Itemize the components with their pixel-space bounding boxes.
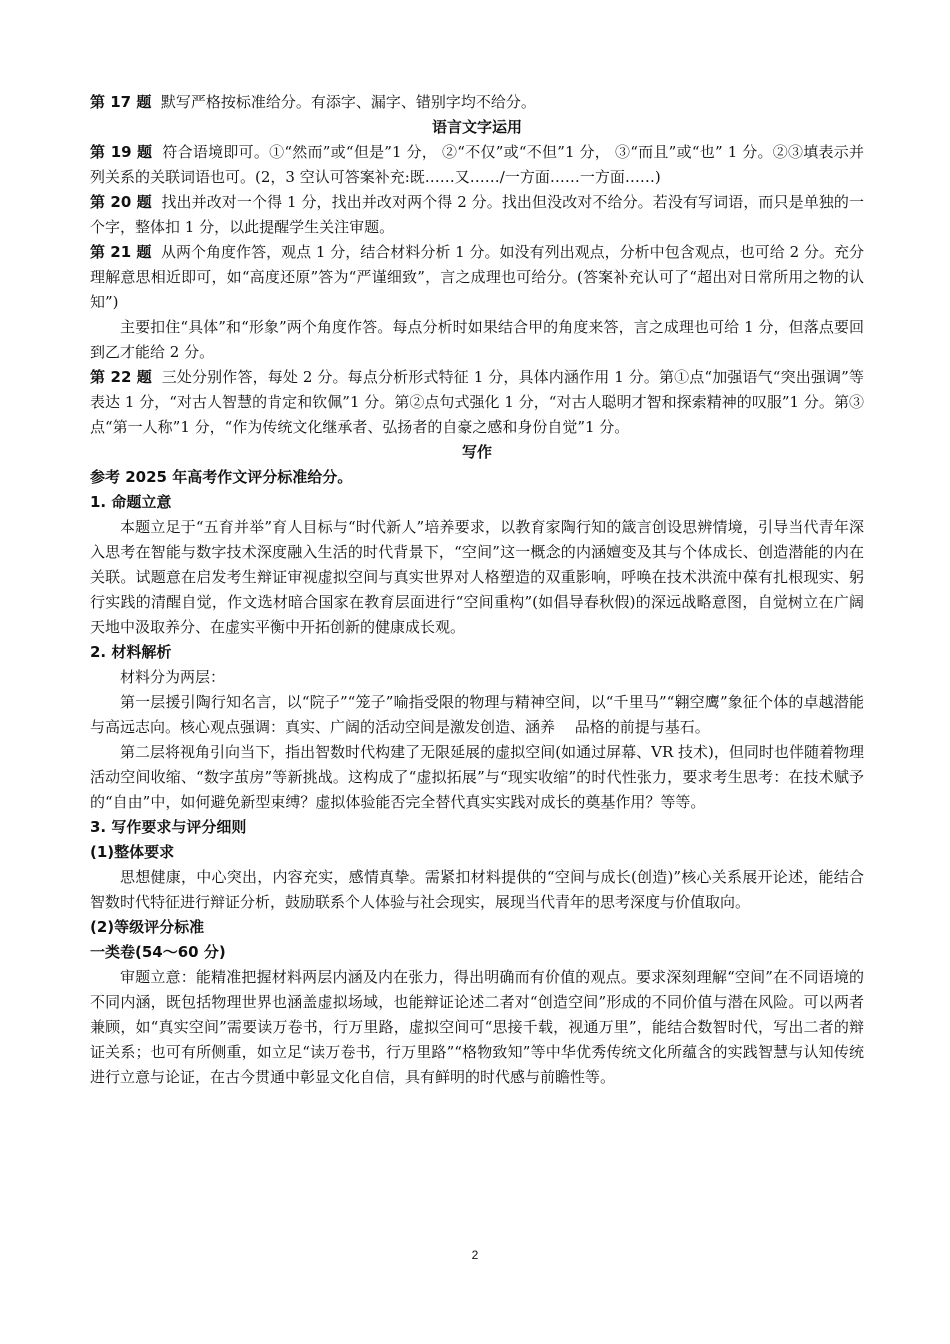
s3-subtitle-1: (1)整体要求 bbox=[90, 843, 175, 861]
section-language-heading: 语言文字运用 bbox=[431, 118, 522, 136]
q22-label: 第 22 题 bbox=[90, 368, 152, 386]
writing-intro: 参考 2025 年高考作文评分标准给分。 bbox=[90, 468, 353, 486]
q19-text: 符合语境即可。①“然而”或“但是”1 分， ②“不仅”或“不但”1 分， ③“而且”或“也” 1 分。②③填表示并列关系的关联词语也可。(2，3 空认可答案补充:既……又……/一方面……一方面……) bbox=[90, 143, 864, 186]
s2-paragraph-3: 第二层将视角引向当下，指出智数时代构建了无限延展的虚拟空间(如通过屏幕、VR 技术)，但同时也伴随着物理活动空间收缩、“数字茧房”等新挑战。这构成了“虚拟拓展”与“现实收缩”的时代性张力，要求考生思考：在技术赋予的“自由”中，如何避免新型束缚？虚拟体验能否完全替代真实实践对成长的奠基作用？等等。 bbox=[90, 743, 864, 811]
s1-title: 1. 命题立意 bbox=[90, 493, 172, 511]
q20-label: 第 20 题 bbox=[90, 193, 152, 211]
q21-text: 从两个角度作答，观点 1 分，结合材料分析 1 分。如没有列出观点，分析中包含观点，也可给 2 分。充分理解意思相近即可，如“高度还原”答为“严谨细致”，言之成理也可给分。(答案补充认可了“超出对日常所用之物的认知”) bbox=[90, 243, 864, 311]
q21-label: 第 21 题 bbox=[90, 243, 152, 261]
grade-1-title: 一类卷(54～60 分) bbox=[90, 943, 226, 961]
q17-label: 第 17 题 bbox=[90, 93, 152, 111]
q20-item bbox=[90, 190, 864, 240]
s3-paragraph-1: 思想健康，中心突出，内容充实，感情真挚。需紧扣材料提供的“空间与成长(创造)”核心关系展开论述，能结合智数时代特征进行辩证分析，鼓励联系个人体验与社会现实，展现当代青年的思考深度与价值取向。 bbox=[90, 868, 864, 911]
s2-paragraph-1: 材料分为两层： bbox=[120, 668, 226, 686]
q22-item bbox=[90, 365, 864, 440]
q19-item bbox=[90, 140, 864, 190]
s2-paragraph-2: 第一层援引陶行知名言，以“院子”“笼子”喻指受限的物理与精神空间，以“千里马”“翱空鹰”象征个体的卓越潜能与高远志向。核心观点强调：真实、广阔的活动空间是激发创造、涵养 品格的前提与基石。 bbox=[90, 693, 864, 736]
q17-item bbox=[90, 90, 864, 115]
page-number: 2 bbox=[471, 1248, 479, 1262]
s3-paragraph-2: 审题立意：能精准把握材料两层内涵及内在张力，得出明确而有价值的观点。要求深刻理解“空间”在不同语境的不同内涵，既包括物理世界也涵盖虚拟场域，也能辩证论述二者对“创造空间”形成的不同价值与潜在风险。可以两者兼顾，如“真实空间”需要读万卷书，行万里路，虚拟空间可“思接千载，视通万里”，能结合数智时代，写出二者的辩证关系；也可有所侧重，如立足“读万卷书，行万里路”“格物致知”等中华优秀传统文化所蕴含的实践智慧与认知传统进行立意与论证，在古今贯通中彰显文化自信，具有鲜明的时代感与前瞻性等。 bbox=[90, 968, 864, 1086]
q19-label: 第 19 题 bbox=[90, 143, 153, 161]
q21-item bbox=[90, 240, 864, 315]
q20-text: 找出并改对一个得 1 分，找出并改对两个得 2 分。找出但没改对不给分。若没有写词语，而只是单独的一个字，整体扣 1 分，以此提醒学生关注审题。 bbox=[90, 193, 864, 236]
s2-title: 2. 材料解析 bbox=[90, 643, 172, 661]
s3-subtitle-2: (2)等级评分标准 bbox=[90, 918, 205, 936]
section-writing-heading: 写作 bbox=[461, 443, 492, 461]
document-page bbox=[90, 90, 864, 1090]
s1-paragraph: 本题立足于“五育并举”育人目标与“时代新人”培养要求，以教育家陶行知的箴言创设思辨情境，引导当代青年深入思考在智能与数字技术深度融入生活的时代背景下，“空间”这一概念的内涵嬗变及其与个体成长、创造潜能的内在关联。试题意在启发考生辩证审视虚拟空间与真实世界对人格塑造的双重影响，呼唤在技术洪流中葆有扎根现实、躬行实践的清醒自觉，作文选材暗合国家在教育层面进行“空间重构”(如倡导春秋假)的深远战略意图，自觉树立在广阔天地中汲取养分、在虚实平衡中开拓创新的健康成长观。 bbox=[90, 518, 864, 636]
q21-paragraph-2: 主要扣住“具体”和“形象”两个角度作答。每点分析时如果结合甲的角度来答，言之成理也可给 1 分，但落点要回到乙才能给 2 分。 bbox=[90, 318, 864, 361]
s3-title: 3. 写作要求与评分细则 bbox=[90, 818, 247, 836]
q17-text: 默写严格按标准给分。有添字、漏字、错别字均不给分。 bbox=[160, 93, 536, 111]
q22-text: 三处分别作答，每处 2 分。每点分析形式特征 1 分，具体内涵作用 1 分。第①点“加强语气“突出强调”等表达 1 分，“对古人智慧的肯定和钦佩”1 分。第②点句式强化 1 分，“对古人聪明才智和探索精神的叹服”1 分。第③点“第一人称”1 分，“作为传统文化继承者、弘扬者的自豪之感和身份自觉”1 分。 bbox=[90, 368, 864, 436]
